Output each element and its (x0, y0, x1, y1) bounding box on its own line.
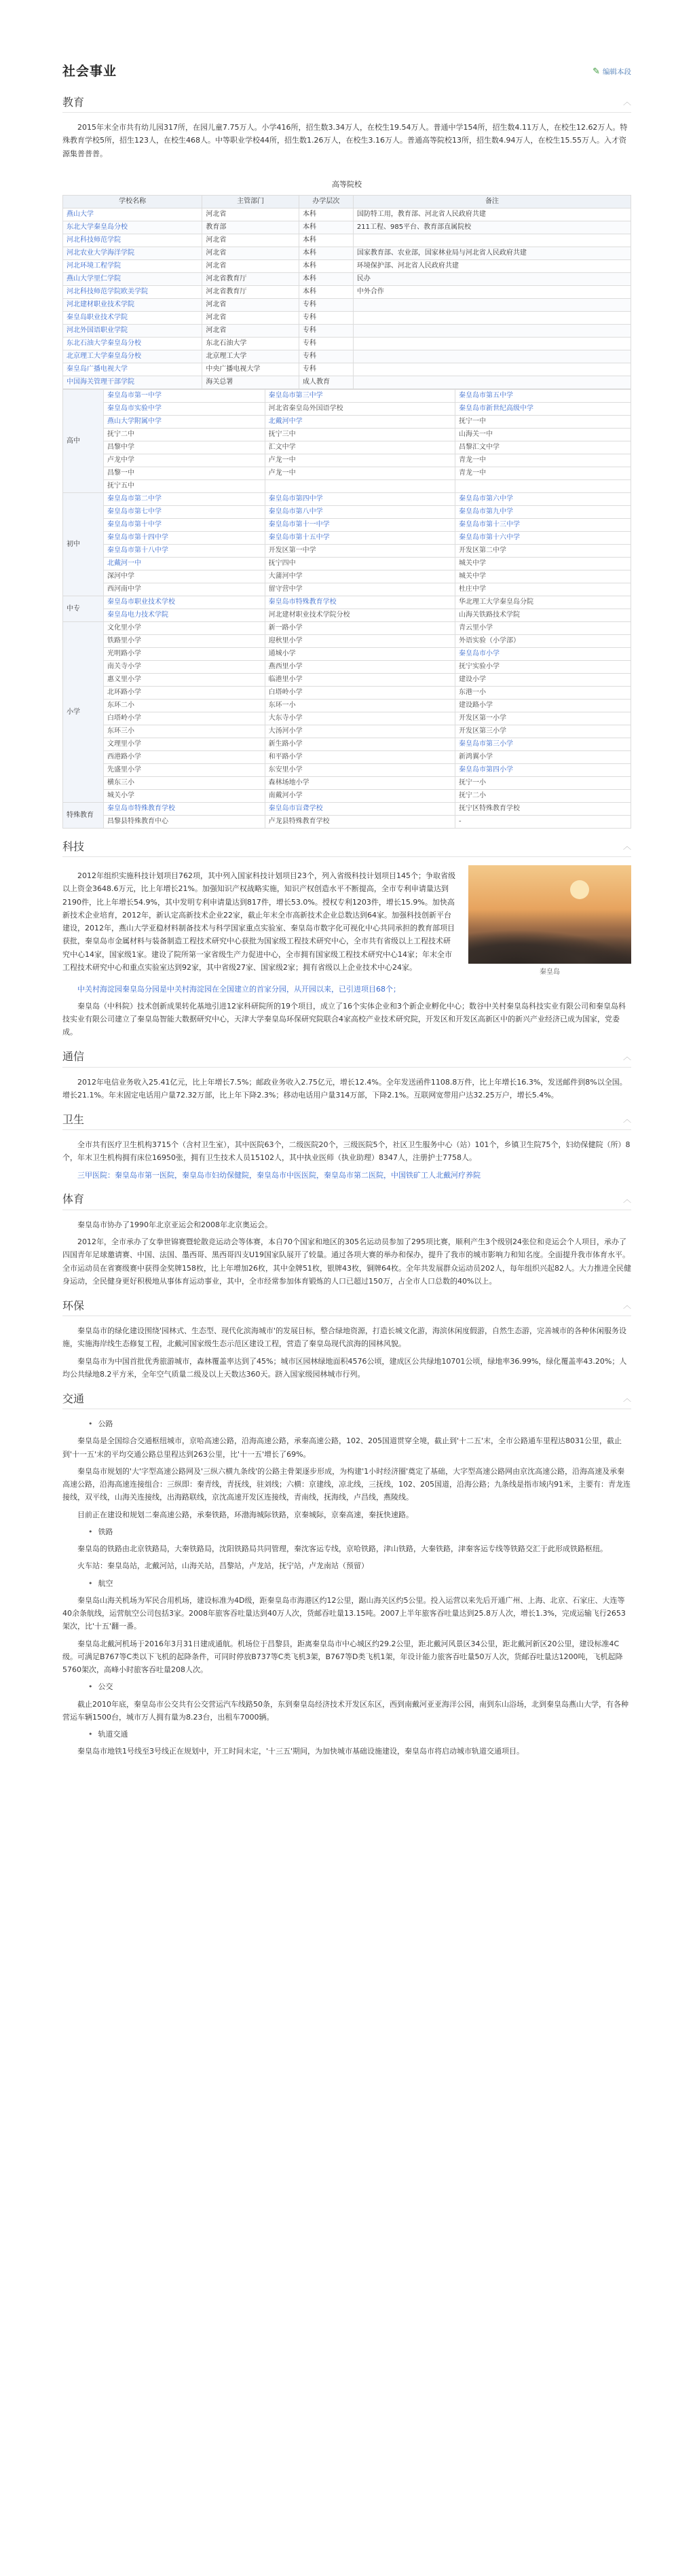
table-cell: 本科 (299, 260, 353, 273)
school-cell[interactable]: 留守营中学 (265, 583, 455, 596)
school-cell[interactable]: 秦皇岛市第十六中学 (455, 532, 631, 545)
school-cell[interactable]: 临港里小学 (265, 674, 455, 687)
table-cell: 本科 (299, 286, 353, 299)
table-row (63, 648, 631, 661)
table-cell (353, 299, 631, 312)
environment-paragraph-2: 秦皇岛市为中国首批优秀旅游城市，森林覆盖率达到了45%；城市区园林绿地面积4576公顷，建成区公共绿地10701公顷，绿地率36.99%，绿化覆盖率43.20%；人均公共绿地8.2平方米，全年空气质量二级及以上天数达360天。跻入国家级园林城市行列。 (62, 1356, 627, 1379)
collapse-icon[interactable]: ︿ (622, 1394, 631, 1403)
school-cell[interactable]: 铁路里小学 (104, 635, 265, 648)
table-cell[interactable]: 河北外国语职业学院 (63, 325, 202, 338)
section-communication-heading[interactable]: 通信 ︿ (62, 1047, 631, 1068)
school-cell[interactable]: 卢龙一中 (265, 467, 455, 480)
school-cell[interactable]: 开发区第三小学 (455, 725, 631, 738)
school-cell[interactable]: 秦皇岛市第六中学 (455, 493, 631, 506)
table-cell[interactable]: 河北科技师范学院 (63, 234, 202, 247)
pencil-icon: ✎ (593, 66, 600, 77)
table-row (63, 260, 631, 273)
table-row (63, 764, 631, 777)
school-cell[interactable]: 华北理工大学秦皇岛分院 (455, 596, 631, 609)
school-cell[interactable]: 通城小学 (265, 648, 455, 661)
school-cell[interactable]: 秦皇岛市第十中学 (104, 519, 265, 532)
table-cell: 河北省教育厅 (202, 273, 299, 286)
school-cell[interactable]: 抚宁四中 (265, 558, 455, 570)
school-level-label: 中专 (63, 596, 104, 622)
school-cell[interactable]: 东环三小 (104, 725, 265, 738)
page-title: 社会事业 (62, 64, 117, 79)
school-cell[interactable]: 燕山大学附属中学 (104, 416, 265, 429)
school-cell[interactable]: 森林场地小学 (265, 777, 455, 790)
school-cell[interactable]: 深河中学 (104, 570, 265, 583)
table-row (63, 570, 631, 583)
school-cell[interactable]: 汇文中学 (265, 441, 455, 454)
school-cell[interactable]: 新一路小学 (265, 622, 455, 635)
table-cell[interactable]: 河北科技师范学院欧美学院 (63, 286, 202, 299)
edit-section-link[interactable]: ✎ 编辑本段 (593, 65, 631, 80)
table-cell[interactable]: 东北大学秦皇岛分校 (63, 221, 202, 234)
communication-paragraph: 2012年电信业务收入25.41亿元，比上年增长7.5%；邮政业务收入2.75亿元，增长12.4%。全年发送函件1108.8万件，比上年增长16.3%，发送邮件到8%以全国。增长21.1%。年末固定电话用户量72.32万部，比上年下降2.3%；移动电话用户量314万部，下降2.1%。互联网宽带用户达32.25万户，增长5.4%。 (62, 1077, 627, 1100)
table-row (63, 803, 631, 816)
table-cell[interactable]: 中国海关管理干部学院 (63, 376, 202, 389)
school-cell[interactable]: 新鸿翼小学 (455, 751, 631, 764)
table-cell: 河北省 (202, 234, 299, 247)
school-cell[interactable]: 秦皇岛电力技术学院 (104, 609, 265, 622)
school-cell[interactable]: 燕西里小学 (265, 661, 455, 674)
table-row (63, 635, 631, 648)
table-cell: 河北省 (202, 325, 299, 338)
table-row (63, 208, 631, 221)
collapse-icon[interactable]: ︿ (622, 841, 631, 851)
table-row (63, 700, 631, 712)
school-cell[interactable] (455, 480, 631, 493)
photo-caption: 秦皇岛 (540, 968, 560, 976)
table-cell: 专科 (299, 312, 353, 325)
school-cell[interactable]: 秦皇岛市特殊教育学校 (104, 803, 265, 816)
road-paragraph-1: 秦皇岛是全国综合交通枢纽城市，京哈高速公路，沿海高速公路，承秦高速公路，102、205国道贯穿全境，截止到'十二五'末，全市公路通车里程达8031公里，截止到'十一五'末的平均交通公路总里程达到263公里，比'十一五'增长了69%。 (62, 1436, 622, 1459)
table-cell: 国家教育部、农业部，国家林业局与河北省人民政府共建 (353, 247, 631, 260)
table-cell (353, 234, 631, 247)
table-cell (353, 325, 631, 338)
school-cell[interactable]: 新生路小学 (265, 738, 455, 751)
table-row (63, 751, 631, 764)
school-cell[interactable]: 秦皇岛市第十三中学 (455, 519, 631, 532)
table-cell[interactable]: 河北农业大学海洋学院 (63, 247, 202, 260)
school-cell[interactable]: 开发区第二中学 (455, 545, 631, 558)
table-row (63, 480, 631, 493)
school-cell[interactable]: 城关中学 (455, 570, 631, 583)
school-cell[interactable]: 山海关铁路技术学院 (455, 609, 631, 622)
table-row (63, 519, 631, 532)
table-cell[interactable]: 秦皇岛职业技术学院 (63, 312, 202, 325)
table-row (63, 363, 631, 376)
table-row (63, 790, 631, 803)
school-cell[interactable]: 青云里小学 (455, 622, 631, 635)
section-sports-heading[interactable]: 体育 ︿ (62, 1190, 631, 1210)
school-cell[interactable]: 东安里小学 (265, 764, 455, 777)
table-row (63, 403, 631, 416)
table-cell: 本科 (299, 247, 353, 260)
school-cell[interactable]: 大蒲河中学 (265, 570, 455, 583)
table-cell: 成人教育 (299, 376, 353, 389)
school-cell[interactable]: 抚宁一中 (455, 416, 631, 429)
table-row (63, 416, 631, 429)
school-cell[interactable]: 秦皇岛市实验中学 (104, 403, 265, 416)
table-row (63, 299, 631, 312)
school-cell[interactable]: 秦皇岛市新世纪高级中学 (455, 403, 631, 416)
table-cell (353, 376, 631, 389)
school-cell[interactable]: 大东寺小学 (265, 712, 455, 725)
qinhuangdao-photo[interactable] (468, 865, 631, 979)
school-cell[interactable]: 秦皇岛市第二中学 (104, 493, 265, 506)
table-cell: 本科 (299, 221, 353, 234)
table-cell: 本科 (299, 208, 353, 221)
school-cell[interactable]: 横东三小 (104, 777, 265, 790)
table-cell: 国防特工用，教育部、河北省人民政府共建 (353, 208, 631, 221)
school-cell[interactable]: 青龙一中 (455, 467, 631, 480)
school-cell[interactable]: 西河南中学 (104, 583, 265, 596)
table-row (63, 221, 631, 234)
section-science-heading[interactable]: 科技 ︿ (62, 837, 631, 857)
table-cell: 河北省 (202, 247, 299, 260)
road-paragraph-2: 秦皇岛市规划的'大'字型高速公路网及'三纵六横九条线'的公路主骨架逐步形成，为构建'1小时经济圈'奠定了基础，大字型高速公路网由京沈高速公路，沿海高速及承秦高速公路，沿海高速连接组合：三纵即：秦青线，青抚线，驻刘线；六横：京建线，凉北线，三抚线，102、205国道，沿海公路；九条线是指市域内91米，主要有：青龙连接线，双平线，山海关连接线，出海路联线，京沈高速开发区连接线，青南线，抚海线，卢昌线，燕陵线。 (62, 1466, 631, 1502)
table-cell: 民办 (353, 273, 631, 286)
school-cell[interactable]: 迎秋里小学 (265, 635, 455, 648)
school-cell[interactable]: 南戴河小学 (265, 790, 455, 803)
universities-table (62, 195, 631, 389)
table-cell (353, 363, 631, 376)
section-environment-heading[interactable]: 环保 ︿ (62, 1296, 631, 1316)
school-cell[interactable]: 昌黎一中 (104, 467, 265, 480)
school-cell[interactable]: 东环二小 (104, 700, 265, 712)
table-row (63, 273, 631, 286)
table-cell[interactable]: 燕山大学 (63, 208, 202, 221)
school-cell[interactable]: 抚宁实验小学 (455, 661, 631, 674)
table-row (63, 725, 631, 738)
school-cell[interactable]: 河北建材职业技术学院分校 (265, 609, 455, 622)
table-row (63, 738, 631, 751)
table-row (63, 441, 631, 454)
table-cell: 环境保护部、河北省人民政府共建 (353, 260, 631, 273)
table-row (63, 506, 631, 519)
environment-paragraph-1: 秦皇岛市的绿化建设围绕'园林式、生态型、现代化滨海城市'的发展目标，整合绿地资源，打造长城文化游，海滨休闲度假游，自然生态游，完善城市的各种休闲服务设施，实施海岸线生态修复工程，北戴河国家级生态示范区建设工程，营造了秦皇岛现代滨海的园林风貌。 (62, 1326, 627, 1349)
school-cell[interactable]: 西港路小学 (104, 751, 265, 764)
table-cell: 北京理工大学 (202, 350, 299, 363)
collapse-icon[interactable]: ︿ (622, 1114, 631, 1124)
school-cell[interactable]: 秦皇岛市第九中学 (455, 506, 631, 519)
collapse-icon[interactable]: ︿ (622, 97, 631, 107)
table-cell (353, 312, 631, 325)
table-row (63, 286, 631, 299)
school-cell[interactable]: 山海关一中 (455, 429, 631, 441)
sports-paragraph-1: 秦皇岛市协办了1990年北京亚运会和2008年北京奥运会。 (77, 1220, 272, 1229)
science-paragraph-2: 中关村海淀园秦皇岛分园是中关村海淀园在全国建立的首家分园，从开园以来，已引进项目68个； (77, 984, 400, 994)
universities-table-title: 高等院校 (332, 179, 362, 189)
table-cell: 河北省 (202, 260, 299, 273)
collapse-icon[interactable]: ︿ (622, 1194, 631, 1204)
collapse-icon[interactable]: ︿ (622, 1301, 631, 1310)
school-cell[interactable]: 昌黎县特殊教育中心 (104, 816, 265, 829)
table-row (63, 493, 631, 506)
aviation-paragraph-1: 秦皇岛山海关机场为军民合用机场，建设标准为4D级，距秦皇岛市海港区约12公里，踞山海关区约5公里。投入运营以来先后开通广州、上海、北京、石家庄、大连等40余条航线，运营航空公司包括3家。2008年旅客吞吐量达到40万人次，货邮吞吐量13.15吨。2007上半年旅客吞吐量达到25.8万人次，增长1.3%，完成运输飞行2653架次，比'十五'翻一番。 (62, 1595, 626, 1631)
school-cell[interactable]: 秦皇岛市职业技术学校 (104, 596, 265, 609)
section-traffic-heading[interactable]: 交通 ︿ (62, 1389, 631, 1409)
school-level-label: 高中 (63, 390, 104, 493)
table-row (63, 712, 631, 725)
collapse-icon[interactable]: ︿ (622, 1051, 631, 1062)
table-row (63, 338, 631, 350)
school-cell[interactable]: 抚宁五中 (104, 480, 265, 493)
school-cell[interactable]: 秦皇岛市小学 (455, 648, 631, 661)
table-row (63, 325, 631, 338)
school-level-label: 初中 (63, 493, 104, 596)
school-cell[interactable]: 和平路小学 (265, 751, 455, 764)
school-cell[interactable]: 秦皇岛市第七中学 (104, 506, 265, 519)
school-cell[interactable]: 秦皇岛市第三中学 (265, 390, 455, 403)
table-row (63, 247, 631, 260)
table-cell[interactable]: 河北环境工程学院 (63, 260, 202, 273)
table-cell: 中外合作 (353, 286, 631, 299)
table-cell: 本科 (299, 234, 353, 247)
school-level-label: 小学 (63, 622, 104, 803)
school-cell[interactable]: 秦皇岛市第四中学 (265, 493, 455, 506)
school-cell[interactable]: 抚宁区特殊教育学校 (455, 803, 631, 816)
education-paragraph: 2015年末全市共有幼儿园317所，在园儿童7.75万人。小学416所，招生数3.34万人，在校生19.54万人。普通中学154所，招生数4.11万人，在校生12.62万人。特殊教育学校5所，招生123人，在校生468人。中等职业学校44所，招生数1.26万人，在校生3.16万人。普通高等院校13所，招生数4.94万人，在校生15.55万人。入才资源集普普普。 (62, 123, 628, 158)
table-row (63, 454, 631, 467)
school-cell[interactable]: 青龙一中 (455, 454, 631, 467)
coast-image (468, 865, 631, 964)
school-cell[interactable]: 昌黎中学 (104, 441, 265, 454)
school-cell[interactable]: 外语实验（小学部） (455, 635, 631, 648)
school-cell[interactable]: 北环路小学 (104, 687, 265, 700)
school-cell[interactable]: 秦皇岛市特殊教育学校 (265, 596, 455, 609)
railway-paragraph: 秦皇岛的铁路由北京铁路局，大秦铁路局，沈阳铁路局共同管理，秦沈客运专线，京哈铁路，津山铁路，大秦铁路，津秦客运专线等铁路交汇于此形成铁路枢纽。 (77, 1544, 607, 1553)
table-row (63, 312, 631, 325)
school-level-label: 特殊教育 (63, 803, 104, 829)
school-cell[interactable]: 文理里小学 (104, 738, 265, 751)
aviation-paragraph-2: 秦皇岛北戴河机场于2016年3月31日建成通航。机场位于昌黎县，距离秦皇岛市中心城区约29.2公里，距北戴河风景区34公里，距北戴河新区20公里，建设标准4C级。可满足B767等C类以下飞机的起降条件，可同时停放B737等C类飞机3架，B767等D类飞机1架，年设计能力旅客吞吐量50万人次，货邮吞吐量达1200吨，飞机起降5760架次，高峰小时旅客吞吐量208人次。 (62, 1639, 623, 1674)
table-row (63, 545, 631, 558)
school-cell[interactable]: 开发区第一中学 (265, 545, 455, 558)
table-cell: 专科 (299, 299, 353, 312)
school-cell[interactable]: 先盛里小学 (104, 764, 265, 777)
school-cell[interactable]: 抚宁一小 (455, 777, 631, 790)
school-cell[interactable]: 秦皇岛市第十四中学 (104, 532, 265, 545)
bus-subheading: • 公交 (88, 1680, 631, 1693)
table-row (63, 609, 631, 622)
school-cell[interactable]: 秦皇岛市盲聋学校 (265, 803, 455, 816)
school-cell[interactable]: 抚宁二小 (455, 790, 631, 803)
science-paragraph-3: 秦皇岛（中科院）技术创新成果转化基地引进12家科研院所的19个项目，成立了16个实体企业和3个新企业孵化中心；数谷中关村秦皇岛科技实业有限公司和秦皇岛科技实业有限公司建立了秦皇岛智能大数据研究中心，天津大学秦皇岛环保研究院联合4家高校产业技术研究院，开发区和开发区高新区中的新兴产业经济已成为国家，党委成。 (62, 1001, 626, 1037)
sports-paragraph-2: 2012年，全市承办了女拳世锦赛暨轮散竞运动会等体赛，本自70个国家和地区的305名运动员参加了295项比赛，顺利产生3个级别24张位和竞运会个人项目，承办了四国青年足球邀请赛、中国、法国、墨西哥、黑西哥四支U19国家队展开了较量。通过各项大赛的举办和保办，提升了我市的城市影响力和知名度。全面提升我市体育水平。全市运动员在省赛级赛中获得金奖牌158枚，比上年增加26枚，其中金牌51枚，银牌43枚，铜牌64枚。全年共发展群众运动员202人，每年组织兴起82人。大力推进全民健身运动，全民健身更好积极地从事体育运动事业，其中，全市经常参加体育锻炼的人口已超过150万，占全市人口总数的40%以上。 (62, 1237, 631, 1286)
table-cell: 教育部 (202, 221, 299, 234)
table-cell: 河北省 (202, 299, 299, 312)
table-cell: 河北省教育厅 (202, 286, 299, 299)
school-cell[interactable]: 秦皇岛市第八中学 (265, 506, 455, 519)
school-cell[interactable]: 河北省秦皇岛外国语学校 (265, 403, 455, 416)
table-cell (353, 338, 631, 350)
table-row (63, 622, 631, 635)
table-header: 办学层次 (299, 196, 353, 208)
school-cell[interactable]: 光明路小学 (104, 648, 265, 661)
table-cell: 专科 (299, 363, 353, 376)
table-header: 主管部门 (202, 196, 299, 208)
table-cell[interactable]: 北京理工大学秦皇岛分校 (63, 350, 202, 363)
table-row (63, 532, 631, 545)
school-cell[interactable]: 卢龙县特殊教育学校 (265, 816, 455, 829)
table-cell: 211工程、985平台、教育部直属院校 (353, 221, 631, 234)
road-paragraph-3: 目前正在建设和规划二秦高速公路，承秦铁路，环渤海城际铁路，京秦城际，京秦高速，秦抚快速路。 (77, 1510, 413, 1519)
school-cell[interactable]: 秦皇岛市第五中学 (455, 390, 631, 403)
school-cell[interactable]: 昌黎汇文中学 (455, 441, 631, 454)
school-cell[interactable]: 秦皇岛市第十八中学 (104, 545, 265, 558)
health-paragraph: 全市共有医疗卫生机构3715个（含村卫生室），其中医院63个，二级医院20个，三级医院5个，社区卫生服务中心（站）101个，乡镇卫生院75个，妇幼保健院（所）8个，年末卫生机构拥有床位16950张，拥有卫生技术人员15102人，其中执业医师（执业助理）8347人，注册护士7758人。 (62, 1140, 631, 1163)
table-cell: 专科 (299, 338, 353, 350)
table-cell[interactable]: 东北石油大学秦皇岛分校 (63, 338, 202, 350)
school-cell[interactable]: 城关小学 (104, 790, 265, 803)
table-cell[interactable]: 燕山大学里仁学院 (63, 273, 202, 286)
table-cell[interactable]: 秦皇岛广播电视大学 (63, 363, 202, 376)
table-row (63, 661, 631, 674)
school-cell[interactable]: 卢龙中学 (104, 454, 265, 467)
table-cell: 海关总署 (202, 376, 299, 389)
table-header: 备注 (353, 196, 631, 208)
school-cell[interactable]: 城关中学 (455, 558, 631, 570)
school-cell[interactable]: 秦皇岛市第十五中学 (265, 532, 455, 545)
school-cell[interactable]: 南关寺小学 (104, 661, 265, 674)
table-row (63, 674, 631, 687)
table-row (63, 234, 631, 247)
table-cell: 河北省 (202, 208, 299, 221)
table-cell: 本科 (299, 273, 353, 286)
school-cell[interactable]: 惠义里小学 (104, 674, 265, 687)
table-row (63, 467, 631, 480)
section-education-heading[interactable]: 教育 ︿ (62, 92, 631, 113)
school-cell[interactable]: 北戴河一中 (104, 558, 265, 570)
science-paragraph-1: 2012年组织实施科技计划项目762项，其中列入国家科技计划项目23个，列入省级科技计划项目145个；争取省级以上资金3648.6万元，比上年增长21%。加强知识产权战略实施，知识产权创造水平不断提高，全市专利申请量达到2190件，比上年增长54.9%，其中发明专利申请量达到817件，增长53.0%。授权专利1203件，增长15.9%。加快高新技术企业培育，2012年，新认定高新技术企业22家，截止年末全市高新技术企业总数达到64家。加强科技创新平台建设，2012年，燕山大学亚稳材料制备技术与科学国家重点实验室、秦皇岛市数字化可视化中心共同承担的教育部项目获批，秦皇岛市金属材料与装备制造工程技术研究中心获批为国家级工程技术研究中心，全市共有省级以上工程技术研究中心14家，国家级1家。建设了院所第一家省级生产力促进中心，全市拥有国家级工程技术研究中心14家；年末全市工程技术研究中心和重点实验室达到92家，其中省级27家、国家级2家；拥有省级以上企业技术中心24家。 (62, 871, 455, 972)
section-health-heading[interactable]: 卫生 ︿ (62, 1110, 631, 1130)
road-subheading: • 公路 (88, 1417, 631, 1430)
school-cell[interactable]: 秦皇岛市第三小学 (455, 738, 631, 751)
railway-subheading: • 铁路 (88, 1525, 631, 1538)
school-cell[interactable]: 卢龙一中 (265, 454, 455, 467)
table-row (63, 390, 631, 403)
table-row (63, 777, 631, 790)
school-cell[interactable]: 秦皇岛市第十一中学 (265, 519, 455, 532)
table-row (63, 687, 631, 700)
table-cell: 东北石油大学 (202, 338, 299, 350)
school-cell[interactable]: 抚宁二中 (104, 429, 265, 441)
table-row (63, 429, 631, 441)
school-cell[interactable]: 开发区第一小学 (455, 712, 631, 725)
school-cell[interactable]: 东港一小 (455, 687, 631, 700)
school-cell[interactable]: 杜庄中学 (455, 583, 631, 596)
table-row (63, 558, 631, 570)
aviation-subheading: • 航空 (88, 1577, 631, 1590)
school-cell[interactable] (265, 480, 455, 493)
bus-paragraph: 截止2010年底，秦皇岛市公交共有公交营运汽车线路50条，东到秦皇岛经济技术开发区东区，西到南戴河亚亚海洋公园，南到东山浴场，北到秦皇岛燕山大学，有各种营运车辆1500台，城市万人拥有量为8.23台，出租车7000辆。 (62, 1699, 628, 1722)
school-cell[interactable]: 大汤河小学 (265, 725, 455, 738)
school-cell[interactable]: 白塔岭小学 (104, 712, 265, 725)
rail-transit-paragraph: 秦皇岛市地铁1号线至3号线正在规划中，开工时间未定，'十三五'期间，为加快城市基础设施建设，秦皇岛市将启动城市轨道交通项目。 (77, 1747, 525, 1756)
school-cell[interactable]: 北戴河中学 (265, 416, 455, 429)
table-row (63, 816, 631, 829)
school-cell[interactable]: 东环一小 (265, 700, 455, 712)
table-header: 学校名称 (63, 196, 202, 208)
table-cell: 中央广播电视大学 (202, 363, 299, 376)
table-cell: 专科 (299, 325, 353, 338)
school-cell[interactable]: 文化里小学 (104, 622, 265, 635)
table-cell[interactable]: 河北建材职业技术学院 (63, 299, 202, 312)
table-row (63, 583, 631, 596)
table-cell: 专科 (299, 350, 353, 363)
rail-transit-subheading: • 轨道交通 (88, 1728, 631, 1741)
schools-table (62, 389, 631, 829)
school-cell[interactable]: 秦皇岛市第一中学 (104, 390, 265, 403)
table-cell (353, 350, 631, 363)
school-cell[interactable]: 秦皇岛市第四小学 (455, 764, 631, 777)
school-cell[interactable]: 抚宁三中 (265, 429, 455, 441)
school-cell[interactable]: 白塔岭小学 (265, 687, 455, 700)
table-row (63, 376, 631, 389)
table-row (63, 350, 631, 363)
table-row (63, 596, 631, 609)
hospital-links[interactable]: 三甲医院：秦皇岛市第一医院，秦皇岛市妇幼保健院，秦皇岛市中医医院，秦皇岛市第二医院，中国铁矿工人北戴河疗养院 (77, 1170, 481, 1180)
table-cell: 河北省 (202, 312, 299, 325)
school-cell[interactable]: 建设小学 (455, 674, 631, 687)
school-cell[interactable]: 建设路小学 (455, 700, 631, 712)
train-stations: 火车站：秦皇岛站，北戴河站，山海关站，昌黎站，卢龙站，抚宁站，卢龙南站（预留） (77, 1561, 369, 1571)
school-cell[interactable]: - (455, 816, 631, 829)
